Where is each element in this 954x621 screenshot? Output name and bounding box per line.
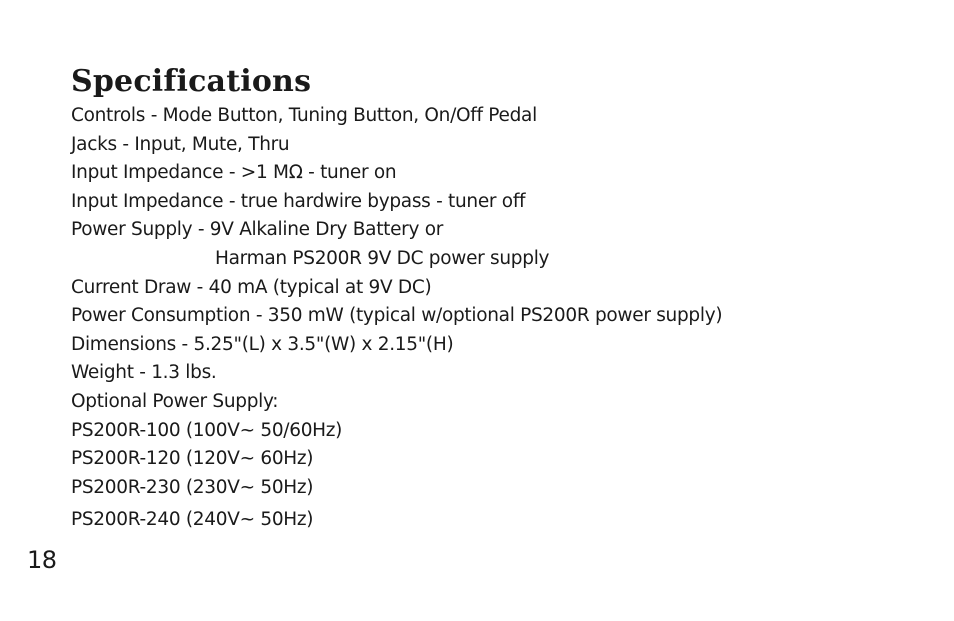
spec-input-impedance-off: Input Impedance - true hardwire bypass - tuner off [71,190,526,212]
spec-power-consumption: Power Consumption - 350 mW (typical w/optional PS200R power supply) [71,305,723,327]
spec-power-supply-continued: Harman PS200R 9V DC power supply [215,247,550,269]
spec-ps200r-120: PS200R-120 (120V~ 60Hz) [71,448,314,470]
spec-ps200r-230: PS200R-230 (230V~ 50Hz) [71,476,314,498]
spec-current-draw: Current Draw - 40 mA (typical at 9V DC) [71,276,432,298]
spec-weight: Weight - 1.3 lbs. [71,362,217,384]
spec-optional-power-supply: Optional Power Supply: [71,390,279,412]
spec-ps200r-240: PS200R-240 (240V~ 50Hz) [71,509,314,531]
specifications-list [71,102,722,535]
spec-input-impedance-on: Input Impedance - >1 MΩ - tuner on [71,162,397,184]
spec-dimensions: Dimensions - 5.25"(L) x 3.5"(W) x 2.15"(H) [71,333,454,355]
spec-controls: Controls - Mode Button, Tuning Button, On/Off Pedal [71,105,537,126]
page-number: 18 [27,546,57,574]
section-heading: Specifications [71,64,312,99]
spec-ps200r-100: PS200R-100 (100V~ 50/60Hz) [71,419,343,441]
spec-power-supply: Power Supply - 9V Alkaline Dry Battery or [71,219,444,241]
spec-jacks: Jacks - Input, Mute, Thru [71,133,290,155]
